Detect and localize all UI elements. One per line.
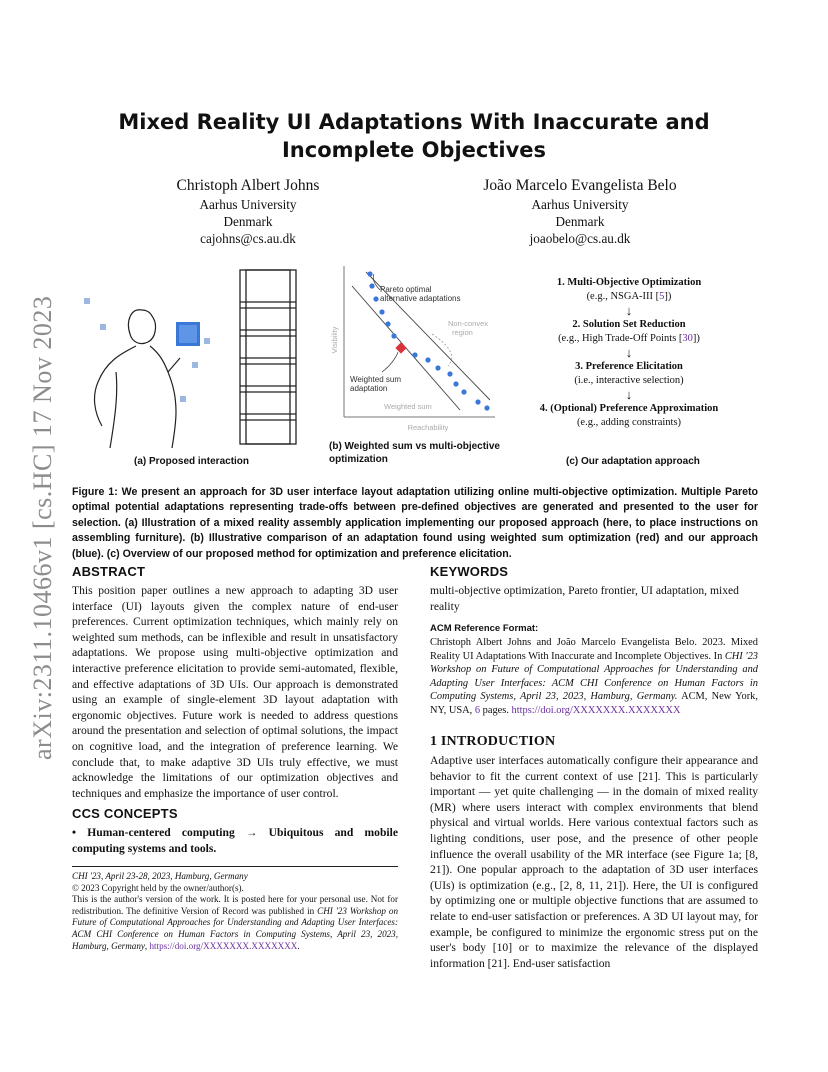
acm-doi-link[interactable]: https://doi.org/XXXXXXX.XXXXXXX: [511, 704, 681, 716]
paper-title: Mixed Reality UI Adaptations With Inaccurate and Incomplete Objectives: [118, 110, 710, 162]
author-name: João Marcelo Evangelista Belo: [483, 177, 677, 194]
intro-heading: 1 INTRODUCTION: [430, 734, 556, 749]
acm-ref-heading: ACM Reference Format:: [430, 623, 539, 634]
author-affiliation: Aarhus University: [531, 197, 629, 212]
author-country: Denmark: [555, 214, 605, 229]
citation-link[interactable]: 5: [659, 291, 665, 302]
x-axis-label: Reachability: [407, 423, 449, 432]
figure-b-plot: [330, 262, 500, 437]
weighted-sum-solution: [395, 342, 406, 353]
ccs-heading: CCS CONCEPTS: [72, 806, 178, 821]
author-affiliation: Aarhus University: [199, 197, 297, 212]
author-email[interactable]: joaobelo@cs.au.dk: [529, 231, 631, 246]
pareto-label-2: alternative adaptations: [380, 294, 461, 303]
author-block-2: [460, 176, 700, 247]
keywords-text: multi-objective optimization, Pareto frontier, UI adaptation, mixed reality: [430, 584, 739, 613]
footnote-rule: [72, 866, 398, 867]
step-2: 2. Solution Set Reduction (e.g., High Trade-Off Points [30]): [558, 319, 700, 344]
step-4: 4. (Optional) Preference Approximation (e.g., adding constraints): [539, 403, 719, 428]
figure-c-steps: [506, 276, 752, 430]
weighted-sum-line-label: Weighted sum: [384, 402, 432, 411]
citation-link[interactable]: 30: [682, 333, 693, 344]
footnote-doi-link[interactable]: https://doi.org/XXXXXXX.XXXXXXX: [149, 940, 298, 951]
footnote: CHI '23, April 23-28, 2023, Hamburg, Germany © 2023 Copyright held by the owner/author(s). This is the author's version of the work. It is posted here for your personal use. Not for redistribution. The definitive Version of Record was published in CHI '23 Workshop on Future of Computational Approaches for Understanding and Adapting User Interfaces: ACM CHI Conference on Human Factors in Computing Systems, April 23, 2023, Hamburg, Germany, https://doi.org/XXXXXXX.XXXXXXX.: [72, 871, 399, 951]
shelf-drawing: [240, 270, 296, 444]
figure-c-caption: (c) Our adaptation approach: [566, 456, 700, 467]
weighted-annotation-line: [382, 352, 398, 372]
pareto-label: Pareto optimal: [380, 285, 432, 294]
abstract-text: This position paper outlines a new approach to adapting 3D user interface (UI) layouts given the complex nature of end-user preferences. Current optimization techniques, which mainly rely on weighted sum methods, can be inflexible and result in unsatisfactory adaptations. We propose using multi-objective optimization and interactive preference elicitation to provide semi-automated, flexible, and effective adaptations of 3D UIs. Our approach is demonstrated using an example of single-element 3D layout adaptation with ergonomic objectives. Future work is needed to address questions around the presentation and selection of optimal solutions, the impact on cognitive load, and the integration of preference learning. We conclude that, to make adaptive 3D UIs truly effective, we must acknowledge the limitations of our optimization objectives and techniques and emphasize the importance of user control.: [72, 584, 398, 800]
arxiv-stamp: arXiv:2311.10466v1 [cs.HC] 17 Nov 2023: [28, 295, 57, 760]
author-email[interactable]: cajohns@cs.au.dk: [200, 231, 296, 246]
step-3: 3. Preference Elicitation (i.e., interactive selection): [574, 361, 684, 386]
non-convex-label: Non-convex: [448, 319, 489, 328]
ccs-text: • Human-centered computing → Ubiquitous and mobile computing systems and tools.: [72, 826, 398, 855]
figure-a-illustration: [80, 262, 320, 452]
ui-panels: [84, 298, 210, 402]
down-arrow-icon: ↓: [625, 387, 633, 402]
person-drawing: [95, 310, 180, 448]
author-block-1: [148, 176, 348, 247]
non-convex-label-2: region: [452, 328, 473, 337]
figure-caption: Figure 1: We present an approach for 3D user interface layout adaptation utilizing online multi-objective optimization. Multiple Pareto optimal potential adaptations representing trade-offs between pre-defined objectives are generated and presented to the user for selection. (a) Illustration of a mixed reality assembly application implementing our proposed approach (here, to place instructions on assembling furniture). (b) Illustrative comparison of an adaptation found using weighted sum optimization (red) and our approach (blue). (c) Overview of our proposed method for optimization and preference elicitation.: [72, 486, 758, 560]
pareto-annotation-line: [373, 274, 380, 290]
intro-text: Adaptive user interfaces automatically configure their appearance and behavior to fit the current context of use [21]. This is particularly important — yet quite challenging — in the domain of mixed reality (MR) where users interact with complex environments that blend physical and virtual worlds. Here various contextual factors such as lighting conditions, user pose, and the presence of other people influence the overall usability of the MR interface (see Figure 1a; [8, 21]). One popular approach to the adaptation of 3D user interfaces (UIs) is optimization (e.g., [2, 8, 11, 21]). Here, the UI is configured by optimizing one or multiple objective functions that are assumed to relate to end-user satisfaction or preferences. A 3D UI layout may, for example, be configured to minimize the ergonomic stress put on the user's body [10] or to maximize the relevance of the displayed information [21]. End-user satisfaction: [430, 754, 758, 970]
y-axis-label: Visibility: [330, 326, 339, 354]
keywords-heading: KEYWORDS: [430, 564, 509, 579]
down-arrow-icon: ↓: [625, 345, 633, 360]
step-1: 1. Multi-Objective Optimization (e.g., NSGA-III [5]): [556, 277, 702, 302]
acm-ref-text: Christoph Albert Johns and João Marcelo Evangelista Belo. 2023. Mixed Reality UI Adaptations With Inaccurate and Incomplete Objectives. In CHI '23 Workshop on Future of Computational Approaches for Understanding and Adapting User Interfaces: ACM CHI Conference on Human Factors in Computing Systems, April 23, 2023, Hamburg, Germany. ACM, New York, NY, USA, 6 pages. https://doi.org/XXXXXXX.XXXXXXX: [430, 637, 758, 716]
author-name: Christoph Albert Johns: [176, 177, 320, 194]
figure-b-caption: (b) Weighted sum vs multi-objective optimization: [329, 441, 500, 465]
figure-a-caption: (a) Proposed interaction: [134, 456, 250, 467]
weighted-label: Weighted sum: [350, 375, 401, 384]
down-arrow-icon: ↓: [625, 303, 633, 318]
weighted-label-2: adaptation: [350, 384, 388, 393]
author-country: Denmark: [223, 214, 273, 229]
abstract-heading: ABSTRACT: [72, 564, 146, 579]
